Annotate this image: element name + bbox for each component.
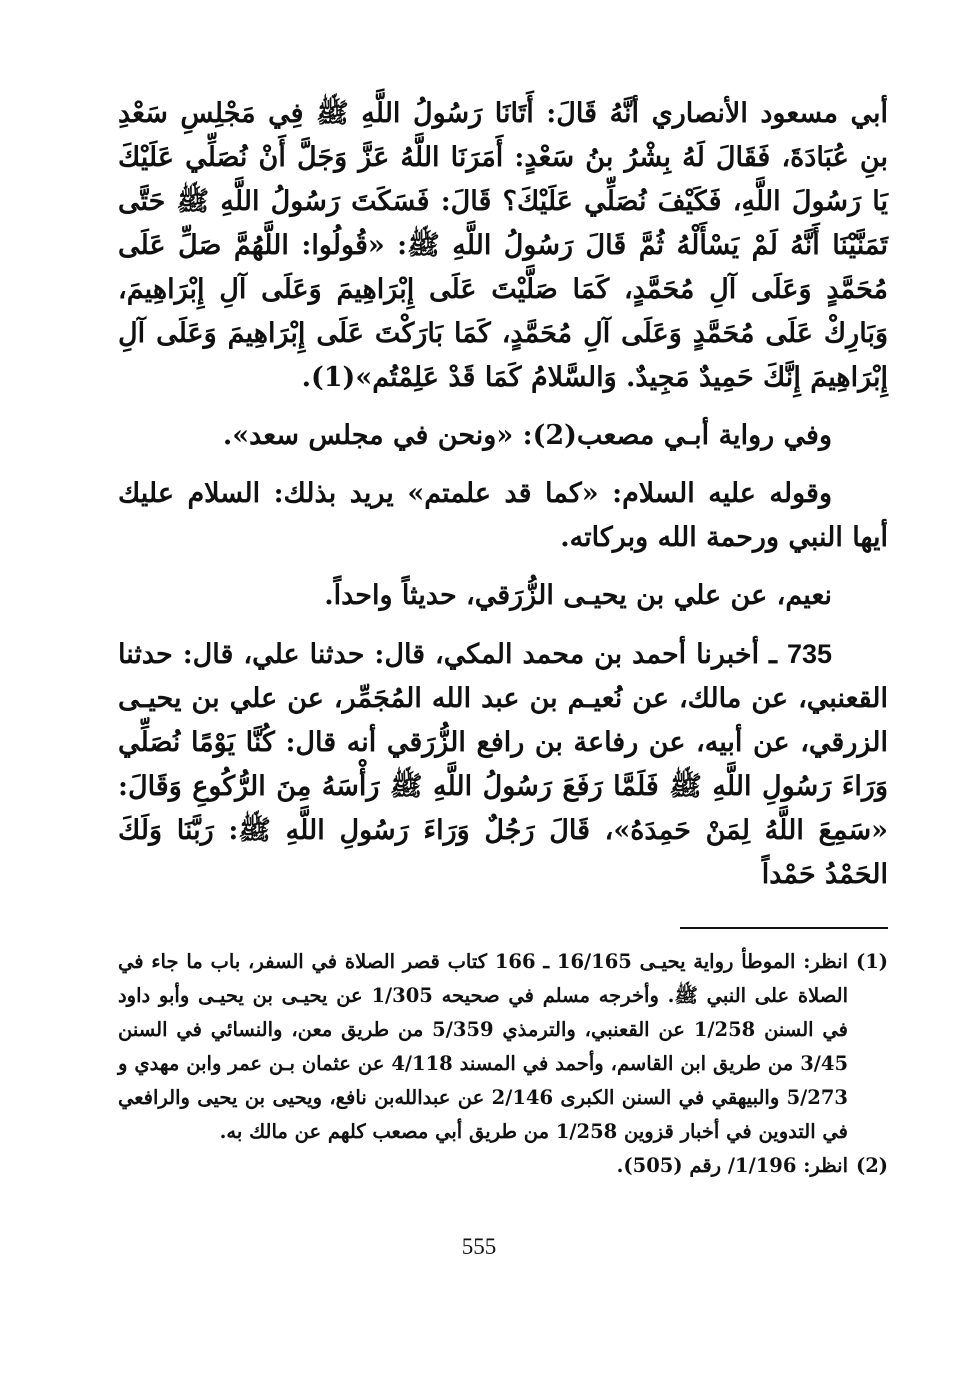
footnote-2-mark: (2) — [855, 1154, 888, 1177]
page-number: 555 — [461, 1234, 497, 1259]
hadith-continuation-paragraph: أبي مسعود الأنصاري أنَّهُ قَالَ: أَتَانَا رَسُولُ اللَّهِ ﷺ فِي مَجْلِسِ سَعْدِ بنِ عُبَادَةَ، فَقَالَ لَهُ بِشْرُ بنُ سَعْدٍ: أَمَرَنَا اللَّهُ عَزَّ وَجَلَّ أَنْ نُصَلِّي عَلَيْكَ يَا رَسُولَ اللَّهِ، فَكَيْفَ نُصَلِّي عَلَيْكَ؟ قَالَ: فَسَكَتَ رَسُولُ اللَّهِ ﷺ حَتَّى تَمَنَّيْنَا أَنَّهُ لَمْ يَسْأَلْهُ ثُمَّ قَالَ رَسُولُ اللَّهِ ﷺ: «قُولُوا: اللَّهُمَّ صَلِّ عَلَى مُحَمَّدٍ وَعَلَى آلِ مُحَمَّدٍ، كَمَا صَلَّيْتَ عَلَى إِبْرَاهِيمَ وَعَلَى آلِ إِبْرَاهِيمَ، وَبَارِكْ عَلَى مُحَمَّدٍ وَعَلَى آلِ مُحَمَّدٍ، كَمَا بَارَكْتَ عَلَى إِبْرَاهِيمَ وَعَلَى آلِ إِبْرَاهِيمَ إِنَّكَ حَمِيدٌ مَجِيدٌ. وَالسَّلامُ كَمَا قَدْ عَلِمْتُم»(1). — [118, 98, 888, 393]
section-heading-paragraph: نعيم، عن علي بن يحيـى الزُّرَقي، حديثاً واحداً. — [324, 580, 832, 611]
hadith-number: 735 — [786, 639, 832, 669]
footnote-1-mark: (1) — [855, 950, 888, 973]
footnote-2 — [118, 1149, 888, 1183]
footnote-divider — [680, 927, 888, 929]
footnotes — [118, 945, 888, 1183]
book-page — [118, 92, 888, 1322]
footnote-2-text: انظر: 1/196/ رقم (505). — [616, 1154, 848, 1177]
hadith-735-text: ـ أخبرنا أحمد بن محمد المكي، قال: حدثنا علي، قال: حدثنا القعنبي، عن مالك، عن نُعيـم بن عبد الله المُجَمِّر، عن علي بن يحيـى الزرقي، عن أبيه، عن رفاعة بن رافع الزُّرَقي أنه قال: كُنَّا يَوْمًا نُصَلِّي وَرَاءَ رَسُولِ اللَّهِ ﷺ فَلَمَّا رَفَعَ رَسُولُ اللَّهِ ﷺ رَأْسَهُ مِنَ الرُّكُوعِ وَقَالَ: «سَمِعَ اللَّهُ لِمَنْ حَمِدَهُ»، قَالَ رَجُلٌ وَرَاءَ رَسُولِ اللَّهِ ﷺ: رَبَّنَا وَلَكَ الحَمْدُ حَمْداً — [118, 639, 888, 890]
footnote-1 — [118, 945, 888, 1149]
abu-musab-narration-paragraph: وفي رواية أبـي مصعب(2): «ونحن في مجلس سعد». — [222, 420, 832, 451]
footnote-1-text: انظر: الموطأ رواية يحيـى 16/165 ـ 166 كتاب قصر الصلاة في السفر، باب ما جاء في الصلاة على النبي ﷺ. وأخرجه مسلم في صحيحه 1/305 عن يحيـى بن يحيـى وأبو داود في السنن 1/258 عن القعنبي، والترمذي 5/359 من طريق معن، والنسائي في السنن 3/45 من طريق ابن القاسم، وأحمد في المسند 4/118 عن عثمان بـن عمر وابن مهدي و 5/273 والبيهقي في السنن الكبرى 2/146 عن عبدالله‌بن نافع، ويحيى بن يحيى والرافعي في التدوين في أخبار قزوين 1/258 من طريق أبي مصعب كلهم عن مالك به. — [118, 950, 849, 1143]
hadith-735-paragraph — [118, 632, 888, 897]
main-text — [118, 92, 888, 897]
commentary-paragraph: وقوله عليه السلام: «كما قد علمتم» يريد بذلك: السلام عليك أيها النبي ورحمة الله وبركاته. — [118, 478, 888, 553]
